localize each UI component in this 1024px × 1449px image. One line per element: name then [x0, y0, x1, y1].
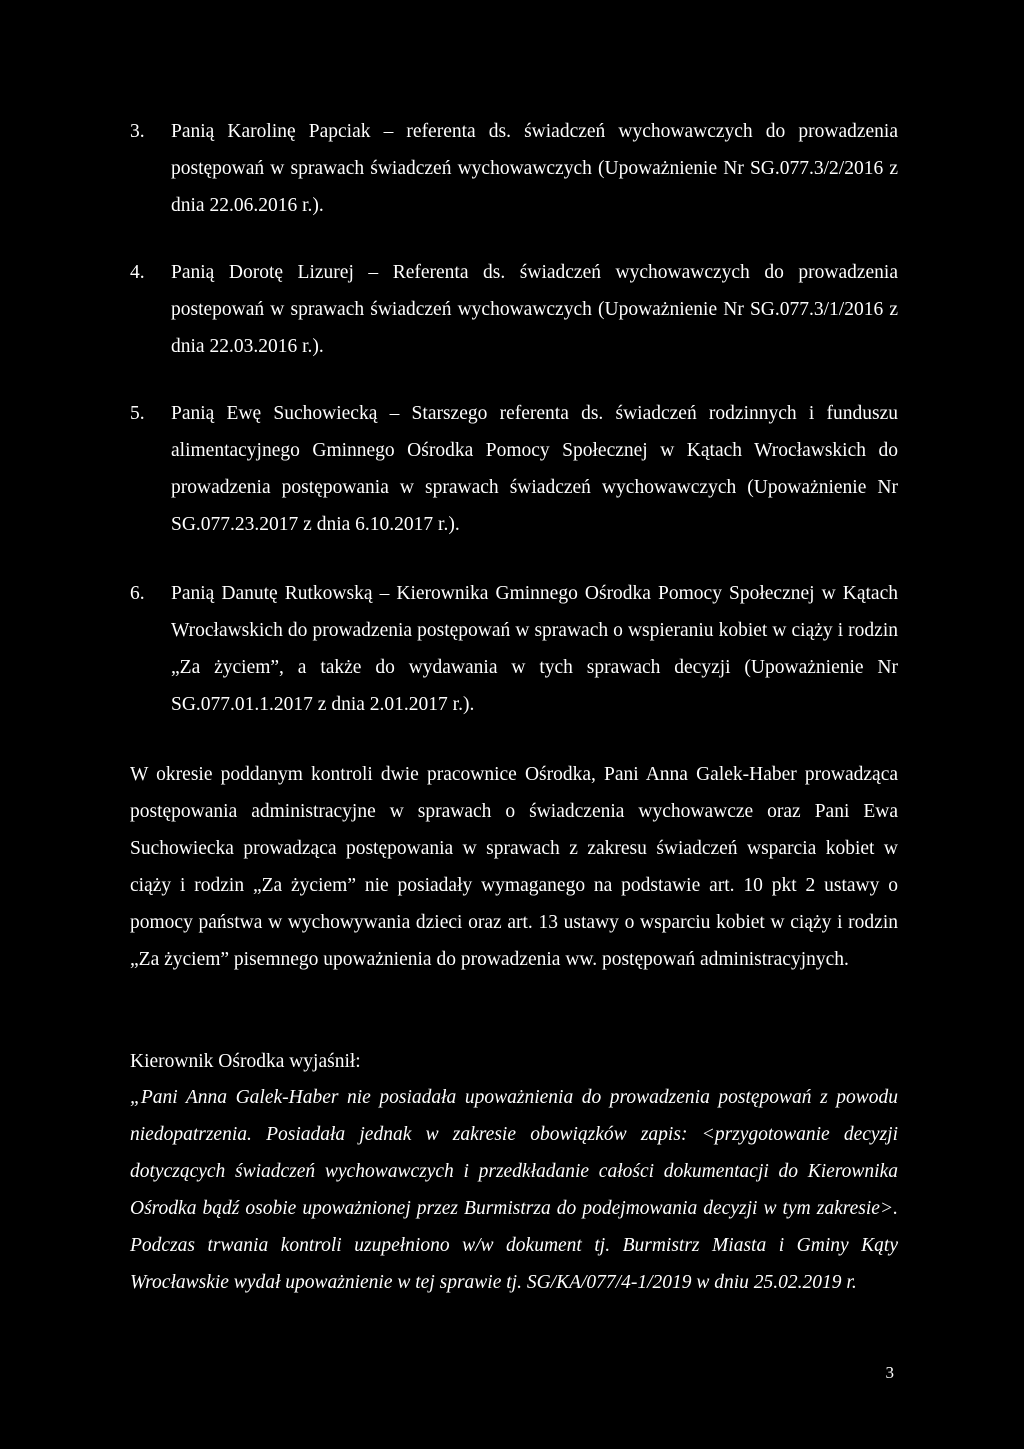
explanation-quote: „Pani Anna Galek-Haber nie posiadała upoważnienia do prowadzenia postępowań z powodu niedopatrzenia. Posiadała jednak w zakresie obowiązków zapis: <przygotowanie decyzji dotyczących świadczeń wychowawczych i przedkładanie całości dokumentacji do Kierownika Ośrodka bądź osobie upoważnionej przez Burmistrza do podejmowania decyzji w tym zakresie>. Podczas trwania kontroli uzupełniono w/w dokument tj. Burmistrz Miasta i Gminy Kąty Wrocławskie wydał upoważnienie w tej sprawie tj. SG/KA/077/4-1/2019 w dniu 25.02.2019 r.: [130, 1087, 898, 1293]
list-item-text: Panią Ewę Suchowiecką – Starszego referenta ds. świadczeń rodzinnych i funduszu alimentacyjnego Gminnego Ośrodka Pomocy Społecznej w Kątach Wrocławskich do prowadzenia postępowania w sprawach świadczeń wychowawczych (Upoważnienie Nr SG.077.23.2017 z dnia 6.10.2017 r.).: [171, 403, 898, 535]
list-item-text: Panią Dorotę Lizurej – Referenta ds. świadczeń wychowawczych do prowadzenia postepowań w sprawach świadczeń wychowawczych (Upoważnienie Nr SG.077.3/1/2016 z dnia 22.03.2016 r.).: [171, 262, 898, 357]
list-item-text: Panią Danutę Rutkowską – Kierownika Gminnego Ośrodka Pomocy Społecznej w Kątach Wrocławskich do prowadzenia postępowań w sprawach o wspieraniu kobiet w ciąży i rodzin „Za życiem”, a także do wydawania w tych sprawach decyzji (Upoważnienie Nr SG.077.01.1.2017 z dnia 2.01.2017 r.).: [171, 583, 898, 715]
findings-paragraph: W okresie poddanym kontroli dwie pracownice Ośrodka, Pani Anna Galek-Haber prowadząca postępowania administracyjne w sprawach o świadczenia wychowawcze oraz Pani Ewa Suchowiecka prowadząca postępowania w sprawach z zakresu świadczeń wsparcia kobiet w ciąży i rodzin „Za życiem” nie posiadały wymaganego na podstawie art. 10 pkt 2 ustawy o pomocy państwa w wychowywania dzieci oraz art. 13 ustawy o wsparciu kobiet w ciąży i rodzin „Za życiem” pisemnego upoważnienia do prowadzenia ww. postępowań administracyjnych.: [130, 764, 898, 970]
list-item-number: 4.: [130, 262, 145, 283]
page-number: 3: [885, 1363, 894, 1382]
list-item-number: 5.: [130, 403, 145, 424]
explanation-intro: Kierownik Ośrodka wyjaśnił:: [130, 1051, 361, 1072]
list-item-3: [130, 113, 898, 224]
list-item-text: Panią Karolinę Papciak – referenta ds. świadczeń wychowawczych do prowadzenia postępowań w sprawach świadczeń wychowawczych (Upoważnienie Nr SG.077.3/2/2016 z dnia 22.06.2016 r.).: [171, 121, 898, 216]
list-item-5: [130, 395, 898, 543]
list-item-4: [130, 254, 898, 365]
list-item-6: [130, 575, 898, 723]
list-item-number: 6.: [130, 583, 145, 604]
list-item-number: 3.: [130, 121, 145, 142]
